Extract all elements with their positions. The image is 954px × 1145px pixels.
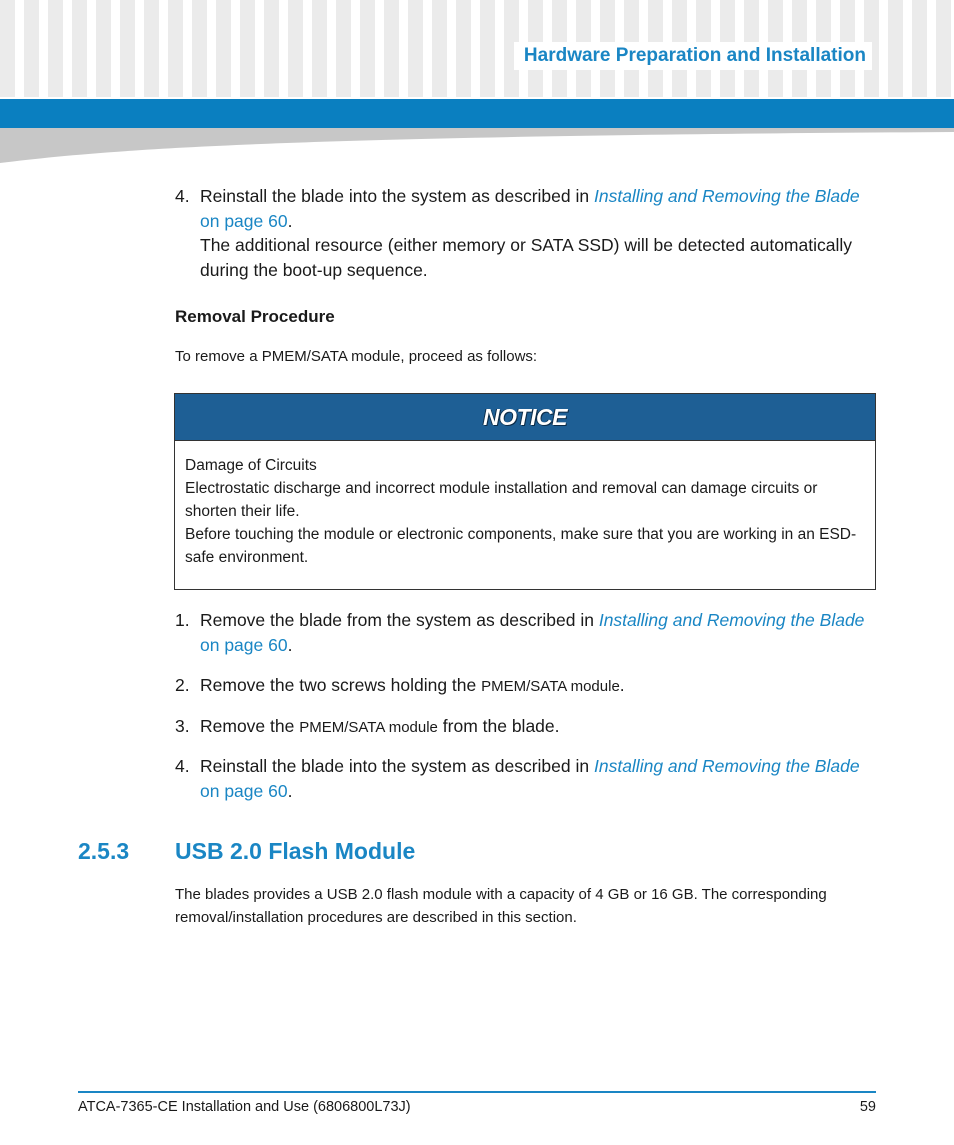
notice-box	[174, 393, 876, 590]
step-number: 4.	[175, 186, 190, 206]
running-header-title: Hardware Preparation and Installation	[514, 42, 872, 70]
step-number: 4.	[175, 756, 190, 776]
notice-header	[175, 394, 875, 441]
step-text: Reinstall the blade into the system as described in	[200, 186, 590, 206]
notice-text: Electrostatic discharge and incorrect module installation and removal can damage circuits or shorten their life.	[185, 480, 818, 520]
removal-step-1	[175, 608, 880, 657]
notice-text: Before touching the module or electronic components, make sure that you are working in an ESD-safe environment.	[185, 526, 857, 566]
period: .	[287, 634, 293, 655]
notice-body	[175, 441, 875, 569]
section-number: 2.5.3	[78, 838, 130, 864]
xref-link[interactable]: Installing and Removing the Blade	[593, 756, 860, 776]
module-name: PMEM/SATA module	[299, 719, 438, 736]
notice-label: NOTICE	[483, 403, 567, 430]
header-swoosh	[0, 128, 954, 168]
step-number: 3.	[175, 716, 190, 736]
step-text-after: from the blade.	[442, 716, 560, 736]
period: .	[287, 780, 293, 801]
step-text: Reinstall the blade into the system as described in	[200, 756, 590, 776]
xref-link[interactable]: Installing and Removing the Blade	[598, 610, 865, 630]
section-heading	[78, 838, 415, 865]
section-body: The blades provides a USB 2.0 flash module with a capacity of 4 GB or 16 GB. The corresponding removal/installation procedures are described in this section.	[175, 886, 827, 926]
page-ref-link[interactable]: on page 60	[200, 634, 288, 655]
step-note: The additional resource (either memory or SATA SSD) will be detected automatically during the boot-up sequence.	[200, 235, 852, 280]
footer-document-title: ATCA-7365-CE Installation and Use (6806800L73J)	[78, 1099, 411, 1115]
install-step-4	[175, 184, 880, 282]
module-name: PMEM/SATA module	[481, 678, 620, 695]
section-title: USB 2.0 Flash Module	[175, 838, 416, 864]
step-text: Remove the two screws holding the	[200, 675, 477, 695]
page-number: 59	[859, 1099, 876, 1115]
notice-title: Damage of Circuits	[185, 457, 317, 474]
step-number: 2.	[175, 675, 190, 695]
period: .	[619, 675, 625, 695]
page-ref-link[interactable]: on page 60	[200, 210, 288, 231]
xref-link[interactable]: Installing and Removing the Blade	[593, 186, 860, 206]
step-text: Remove the	[200, 716, 295, 736]
removal-step-4	[175, 754, 880, 803]
period: .	[287, 210, 293, 231]
removal-procedure-heading: Removal Procedure	[175, 307, 335, 326]
step-number: 1.	[175, 610, 190, 630]
page-ref-link[interactable]: on page 60	[200, 780, 288, 801]
step-text: Remove the blade from the system as described in	[200, 610, 594, 630]
header-blue-bar	[0, 99, 954, 128]
removal-intro: To remove a PMEM/SATA module, proceed as follows:	[175, 348, 538, 365]
removal-step-3	[175, 714, 880, 741]
removal-step-2	[175, 673, 880, 700]
footer-rule	[78, 1091, 876, 1093]
